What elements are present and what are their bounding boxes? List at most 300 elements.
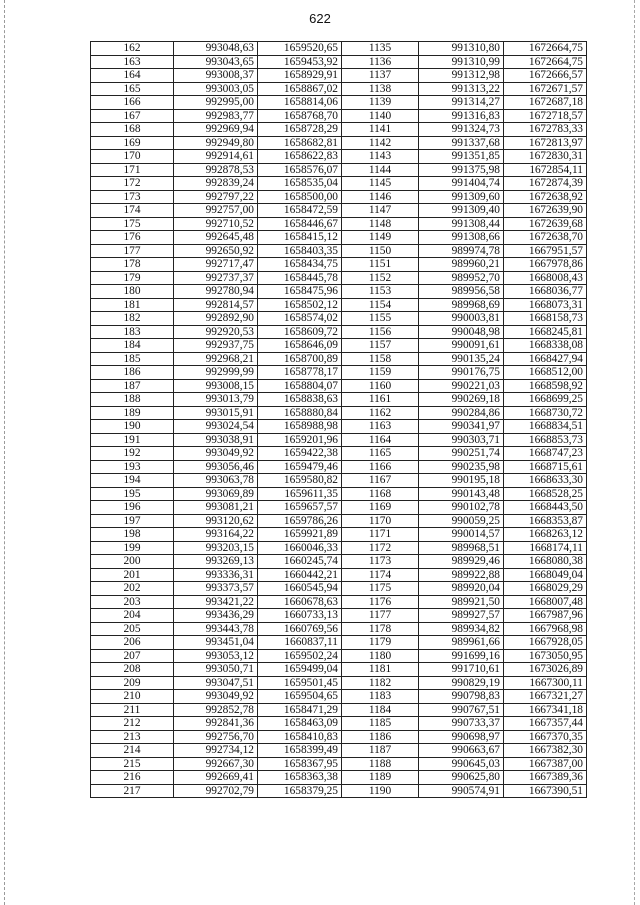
table-row [91,109,587,123]
y-coordinate-cell: 1658778,17 [258,366,342,380]
point-number-cell: 1166 [342,460,419,474]
x-coordinate-cell: 993043,65 [174,55,258,69]
table-row [91,730,587,744]
point-number-cell: 192 [91,447,174,461]
table-row [91,663,587,677]
point-number-cell: 197 [91,514,174,528]
point-number-cell: 213 [91,730,174,744]
y-coordinate-cell: 1658804,07 [258,379,342,393]
y-coordinate-cell: 1658399,49 [258,744,342,758]
table-row [91,433,587,447]
x-coordinate-cell: 993049,92 [174,447,258,461]
y-coordinate-cell: 1672854,11 [504,163,587,177]
y-coordinate-cell: 1668008,43 [504,271,587,285]
y-coordinate-cell: 1660733,13 [258,609,342,623]
y-coordinate-cell: 1668715,61 [504,460,587,474]
table-row [91,82,587,96]
point-number-cell: 1155 [342,312,419,326]
table-row [91,501,587,515]
point-number-cell: 176 [91,231,174,245]
y-coordinate-cell: 1668080,38 [504,555,587,569]
y-coordinate-cell: 1668263,12 [504,528,587,542]
point-number-cell: 193 [91,460,174,474]
y-coordinate-cell: 1658434,75 [258,258,342,272]
table-row [91,622,587,636]
point-number-cell: 1160 [342,379,419,393]
x-coordinate-cell: 992995,00 [174,96,258,110]
point-number-cell: 1186 [342,730,419,744]
table-row [91,163,587,177]
y-coordinate-cell: 1658700,89 [258,352,342,366]
table-row [91,406,587,420]
table-row [91,514,587,528]
x-coordinate-cell: 991309,60 [419,190,504,204]
table-row [91,271,587,285]
point-number-cell: 1138 [342,82,419,96]
point-number-cell: 208 [91,663,174,677]
x-coordinate-cell: 992645,48 [174,231,258,245]
x-coordinate-cell: 992650,92 [174,244,258,258]
x-coordinate-cell: 993008,37 [174,69,258,83]
y-coordinate-cell: 1667978,86 [504,258,587,272]
x-coordinate-cell: 993063,78 [174,474,258,488]
x-coordinate-cell: 989921,50 [419,595,504,609]
y-coordinate-cell: 1667321,27 [504,690,587,704]
table-row [91,487,587,501]
y-coordinate-cell: 1658445,78 [258,271,342,285]
y-coordinate-cell: 1658682,81 [258,136,342,150]
point-number-cell: 1139 [342,96,419,110]
point-number-cell: 195 [91,487,174,501]
point-number-cell: 1149 [342,231,419,245]
x-coordinate-cell: 993421,22 [174,595,258,609]
point-number-cell: 1184 [342,703,419,717]
point-number-cell: 170 [91,150,174,164]
point-number-cell: 179 [91,271,174,285]
point-number-cell: 175 [91,217,174,231]
point-number-cell: 1141 [342,123,419,137]
y-coordinate-cell: 1668073,31 [504,298,587,312]
point-number-cell: 1172 [342,541,419,555]
y-coordinate-cell: 1658472,59 [258,204,342,218]
y-coordinate-cell: 1672639,90 [504,204,587,218]
y-coordinate-cell: 1658415,12 [258,231,342,245]
y-coordinate-cell: 1658622,83 [258,150,342,164]
x-coordinate-cell: 990767,51 [419,703,504,717]
point-number-cell: 174 [91,204,174,218]
x-coordinate-cell: 989927,57 [419,609,504,623]
x-coordinate-cell: 990798,83 [419,690,504,704]
y-coordinate-cell: 1659786,26 [258,514,342,528]
x-coordinate-cell: 990284,86 [419,406,504,420]
point-number-cell: 1180 [342,649,419,663]
table-row [91,285,587,299]
y-coordinate-cell: 1658988,98 [258,420,342,434]
point-number-cell: 196 [91,501,174,515]
y-coordinate-cell: 1668353,87 [504,514,587,528]
table-row [91,690,587,704]
x-coordinate-cell: 993048,63 [174,42,258,56]
y-coordinate-cell: 1668730,72 [504,406,587,420]
x-coordinate-cell: 993164,22 [174,528,258,542]
x-coordinate-cell: 993336,31 [174,568,258,582]
x-coordinate-cell: 993443,78 [174,622,258,636]
x-coordinate-cell: 990195,18 [419,474,504,488]
y-coordinate-cell: 1658475,96 [258,285,342,299]
point-number-cell: 1150 [342,244,419,258]
x-coordinate-cell: 993120,62 [174,514,258,528]
y-coordinate-cell: 1667387,00 [504,757,587,771]
table-row [91,703,587,717]
point-number-cell: 1162 [342,406,419,420]
table-row [91,460,587,474]
y-coordinate-cell: 1658379,25 [258,784,342,798]
point-number-cell: 1140 [342,109,419,123]
coordinates-table-body [91,42,587,798]
table-row [91,568,587,582]
y-coordinate-cell: 1668049,04 [504,568,587,582]
point-number-cell: 167 [91,109,174,123]
x-coordinate-cell: 992669,41 [174,771,258,785]
scan-edge-left [4,0,5,905]
x-coordinate-cell: 993024,54 [174,420,258,434]
y-coordinate-cell: 1659657,57 [258,501,342,515]
y-coordinate-cell: 1658363,38 [258,771,342,785]
table-row [91,420,587,434]
x-coordinate-cell: 989956,58 [419,285,504,299]
point-number-cell: 189 [91,406,174,420]
x-coordinate-cell: 992968,21 [174,352,258,366]
y-coordinate-cell: 1660442,21 [258,568,342,582]
point-number-cell: 1135 [342,42,419,56]
table-row [91,582,587,596]
x-coordinate-cell: 989934,82 [419,622,504,636]
point-number-cell: 216 [91,771,174,785]
y-coordinate-cell: 1659611,35 [258,487,342,501]
point-number-cell: 1165 [342,447,419,461]
point-number-cell: 217 [91,784,174,798]
point-number-cell: 184 [91,339,174,353]
y-coordinate-cell: 1667341,18 [504,703,587,717]
y-coordinate-cell: 1658838,63 [258,393,342,407]
point-number-cell: 190 [91,420,174,434]
page-number: 622 [309,11,331,26]
y-coordinate-cell: 1659499,04 [258,663,342,677]
x-coordinate-cell: 992797,22 [174,190,258,204]
point-number-cell: 1144 [342,163,419,177]
table-row [91,217,587,231]
table-row [91,771,587,785]
x-coordinate-cell: 992852,78 [174,703,258,717]
x-coordinate-cell: 992710,52 [174,217,258,231]
x-coordinate-cell: 991310,80 [419,42,504,56]
x-coordinate-cell: 990003,81 [419,312,504,326]
x-coordinate-cell: 990663,67 [419,744,504,758]
point-number-cell: 178 [91,258,174,272]
x-coordinate-cell: 989961,66 [419,636,504,650]
table-row [91,595,587,609]
y-coordinate-cell: 1672666,57 [504,69,587,83]
y-coordinate-cell: 1658446,67 [258,217,342,231]
point-number-cell: 1183 [342,690,419,704]
x-coordinate-cell: 991308,66 [419,231,504,245]
x-coordinate-cell: 993373,57 [174,582,258,596]
point-number-cell: 1168 [342,487,419,501]
y-coordinate-cell: 1667300,11 [504,676,587,690]
point-number-cell: 1143 [342,150,419,164]
y-coordinate-cell: 1659520,65 [258,42,342,56]
x-coordinate-cell: 991316,83 [419,109,504,123]
x-coordinate-cell: 993003,05 [174,82,258,96]
point-number-cell: 164 [91,69,174,83]
y-coordinate-cell: 1658768,70 [258,109,342,123]
point-number-cell: 183 [91,325,174,339]
y-coordinate-cell: 1658367,95 [258,757,342,771]
point-number-cell: 1151 [342,258,419,272]
x-coordinate-cell: 990303,71 [419,433,504,447]
x-coordinate-cell: 993050,71 [174,663,258,677]
point-number-cell: 1137 [342,69,419,83]
point-number-cell: 191 [91,433,174,447]
point-number-cell: 172 [91,177,174,191]
x-coordinate-cell: 992914,61 [174,150,258,164]
y-coordinate-cell: 1659479,46 [258,460,342,474]
table-row [91,298,587,312]
table-row [91,96,587,110]
y-coordinate-cell: 1658814,06 [258,96,342,110]
point-number-cell: 214 [91,744,174,758]
scan-edge-right [634,0,635,905]
x-coordinate-cell: 992949,80 [174,136,258,150]
y-coordinate-cell: 1672664,75 [504,55,587,69]
table-row [91,136,587,150]
point-number-cell: 1146 [342,190,419,204]
point-number-cell: 1170 [342,514,419,528]
x-coordinate-cell: 990733,37 [419,717,504,731]
x-coordinate-cell: 992780,94 [174,285,258,299]
point-number-cell: 212 [91,717,174,731]
x-coordinate-cell: 990698,97 [419,730,504,744]
x-coordinate-cell: 990269,18 [419,393,504,407]
table-row [91,325,587,339]
x-coordinate-cell: 991324,73 [419,123,504,137]
x-coordinate-cell: 990091,61 [419,339,504,353]
x-coordinate-cell: 990176,75 [419,366,504,380]
x-coordinate-cell: 991699,16 [419,649,504,663]
y-coordinate-cell: 1668528,25 [504,487,587,501]
point-number-cell: 207 [91,649,174,663]
x-coordinate-cell: 991351,85 [419,150,504,164]
y-coordinate-cell: 1668633,30 [504,474,587,488]
x-coordinate-cell: 992814,57 [174,298,258,312]
y-coordinate-cell: 1658410,83 [258,730,342,744]
point-number-cell: 1185 [342,717,419,731]
point-number-cell: 1176 [342,595,419,609]
point-number-cell: 1148 [342,217,419,231]
y-coordinate-cell: 1667951,57 [504,244,587,258]
point-number-cell: 199 [91,541,174,555]
y-coordinate-cell: 1659921,89 [258,528,342,542]
point-number-cell: 168 [91,123,174,137]
point-number-cell: 1179 [342,636,419,650]
x-coordinate-cell: 993203,15 [174,541,258,555]
table-row [91,231,587,245]
table-row [91,190,587,204]
y-coordinate-cell: 1658576,07 [258,163,342,177]
y-coordinate-cell: 1659422,38 [258,447,342,461]
y-coordinate-cell: 1668747,23 [504,447,587,461]
x-coordinate-cell: 990014,57 [419,528,504,542]
table-row [91,150,587,164]
table-row [91,744,587,758]
x-coordinate-cell: 993451,04 [174,636,258,650]
point-number-cell: 1181 [342,663,419,677]
table-row [91,55,587,69]
x-coordinate-cell: 991310,99 [419,55,504,69]
table-row [91,69,587,83]
x-coordinate-cell: 993269,13 [174,555,258,569]
point-number-cell: 205 [91,622,174,636]
x-coordinate-cell: 991710,61 [419,663,504,677]
point-number-cell: 1156 [342,325,419,339]
point-number-cell: 194 [91,474,174,488]
y-coordinate-cell: 1667390,51 [504,784,587,798]
table-row [91,757,587,771]
table-row [91,379,587,393]
y-coordinate-cell: 1658403,35 [258,244,342,258]
y-coordinate-cell: 1668598,92 [504,379,587,393]
y-coordinate-cell: 1667968,98 [504,622,587,636]
point-number-cell: 1173 [342,555,419,569]
table-row [91,447,587,461]
x-coordinate-cell: 992757,00 [174,204,258,218]
x-coordinate-cell: 991312,98 [419,69,504,83]
x-coordinate-cell: 993056,46 [174,460,258,474]
y-coordinate-cell: 1660678,63 [258,595,342,609]
point-number-cell: 1147 [342,204,419,218]
x-coordinate-cell: 989920,04 [419,582,504,596]
x-coordinate-cell: 992717,47 [174,258,258,272]
y-coordinate-cell: 1660545,94 [258,582,342,596]
table-row [91,177,587,191]
x-coordinate-cell: 992667,30 [174,757,258,771]
y-coordinate-cell: 1668158,73 [504,312,587,326]
point-number-cell: 200 [91,555,174,569]
table-row [91,42,587,56]
y-coordinate-cell: 1672664,75 [504,42,587,56]
y-coordinate-cell: 1659502,24 [258,649,342,663]
point-number-cell: 187 [91,379,174,393]
x-coordinate-cell: 992756,70 [174,730,258,744]
x-coordinate-cell: 992839,24 [174,177,258,191]
x-coordinate-cell: 989968,69 [419,298,504,312]
x-coordinate-cell: 989922,88 [419,568,504,582]
point-number-cell: 204 [91,609,174,623]
x-coordinate-cell: 993436,29 [174,609,258,623]
table-row [91,528,587,542]
y-coordinate-cell: 1667928,05 [504,636,587,650]
table-row [91,717,587,731]
y-coordinate-cell: 1658471,29 [258,703,342,717]
y-coordinate-cell: 1668338,08 [504,339,587,353]
x-coordinate-cell: 989952,70 [419,271,504,285]
y-coordinate-cell: 1668036,77 [504,285,587,299]
y-coordinate-cell: 1658535,04 [258,177,342,191]
x-coordinate-cell: 990235,98 [419,460,504,474]
point-number-cell: 173 [91,190,174,204]
x-coordinate-cell: 991309,40 [419,204,504,218]
point-number-cell: 1152 [342,271,419,285]
point-number-cell: 1188 [342,757,419,771]
x-coordinate-cell: 990251,74 [419,447,504,461]
point-number-cell: 1190 [342,784,419,798]
y-coordinate-cell: 1658609,72 [258,325,342,339]
y-coordinate-cell: 1658646,09 [258,339,342,353]
y-coordinate-cell: 1658500,00 [258,190,342,204]
y-coordinate-cell: 1667357,44 [504,717,587,731]
x-coordinate-cell: 992892,90 [174,312,258,326]
x-coordinate-cell: 992841,36 [174,717,258,731]
y-coordinate-cell: 1668174,11 [504,541,587,555]
point-number-cell: 162 [91,42,174,56]
point-number-cell: 211 [91,703,174,717]
point-number-cell: 202 [91,582,174,596]
y-coordinate-cell: 1672671,57 [504,82,587,96]
point-number-cell: 203 [91,595,174,609]
y-coordinate-cell: 1672639,68 [504,217,587,231]
x-coordinate-cell: 989974,78 [419,244,504,258]
y-coordinate-cell: 1672874,39 [504,177,587,191]
point-number-cell: 180 [91,285,174,299]
table-row [91,676,587,690]
y-coordinate-cell: 1659504,65 [258,690,342,704]
x-coordinate-cell: 991314,27 [419,96,504,110]
x-coordinate-cell: 990221,03 [419,379,504,393]
x-coordinate-cell: 990645,03 [419,757,504,771]
y-coordinate-cell: 1668512,00 [504,366,587,380]
point-number-cell: 1157 [342,339,419,353]
y-coordinate-cell: 1667382,30 [504,744,587,758]
table-row [91,784,587,798]
point-number-cell: 1153 [342,285,419,299]
point-number-cell: 1178 [342,622,419,636]
point-number-cell: 188 [91,393,174,407]
x-coordinate-cell: 992878,53 [174,163,258,177]
point-number-cell: 185 [91,352,174,366]
table-row [91,204,587,218]
x-coordinate-cell: 989929,46 [419,555,504,569]
point-number-cell: 201 [91,568,174,582]
point-number-cell: 1154 [342,298,419,312]
x-coordinate-cell: 992734,12 [174,744,258,758]
point-number-cell: 186 [91,366,174,380]
x-coordinate-cell: 989968,51 [419,541,504,555]
x-coordinate-cell: 990574,91 [419,784,504,798]
y-coordinate-cell: 1672718,57 [504,109,587,123]
table-row [91,393,587,407]
y-coordinate-cell: 1659201,96 [258,433,342,447]
point-number-cell: 1187 [342,744,419,758]
x-coordinate-cell: 991375,98 [419,163,504,177]
point-number-cell: 215 [91,757,174,771]
table-row [91,636,587,650]
x-coordinate-cell: 990135,24 [419,352,504,366]
y-coordinate-cell: 1667389,36 [504,771,587,785]
y-coordinate-cell: 1668443,50 [504,501,587,515]
point-number-cell: 1177 [342,609,419,623]
y-coordinate-cell: 1668245,81 [504,325,587,339]
point-number-cell: 1189 [342,771,419,785]
